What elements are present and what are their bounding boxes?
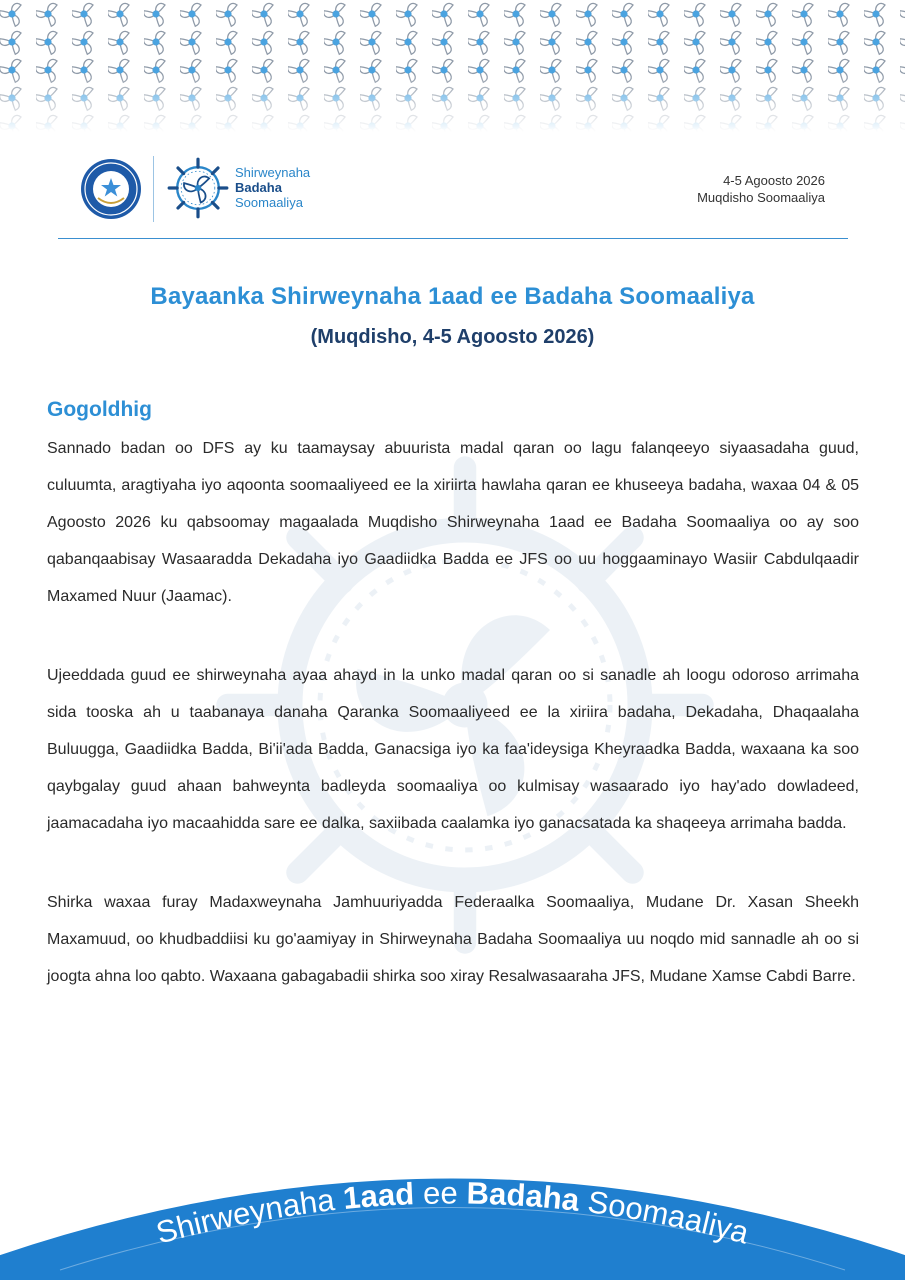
government-seal-icon — [80, 158, 142, 220]
ship-wheel-propeller-icon — [166, 156, 230, 220]
event-place: Muqdisho Soomaaliya — [697, 190, 825, 205]
event-info — [697, 172, 825, 206]
banner-word-2: 1aad — [341, 1176, 415, 1216]
propeller-pattern-icon — [0, 0, 905, 132]
paragraph-3: Shirka waxaa furay Madaxweynaha Jamhuuriyadda Federaalka Soomaaliya, Mudane Dr. Xasan Sheekh Maxamuud, oo khudbaddiisi ku go'aamiyay in Shirweynaha Badaha Soomaaliya uu noqdo mid sannadle ah oo si joogta ahna loo qabto. Waxaana gabagabadii shirka soo xiray Resalwasaaraha JFS, Mudane Xamse Cabdi Barre. — [47, 894, 859, 985]
document-title: Bayaanka Shirweynaha 1aad ee Badaha Soomaaliya — [150, 283, 755, 310]
brand-line-2: Badaha — [235, 180, 282, 195]
document-subtitle: (Muqdisho, 4-5 Agoosto 2026) — [310, 326, 595, 348]
banner-word-4: Badaha — [466, 1175, 582, 1218]
paragraph-2: Ujeeddada guud ee shirweynaha ayaa ahayd in la unko madal qaran oo si sanadle ah loogu odoroso arrimaha sida tooska ah u taabanaya danaha Qaranka Soomaaliyeed ee la xiriira badaha, Dekadaha, Dhaqaalaha Buluugga, Gaadiidka Badda, Bi'ii'ada Badda, Ganacsiga iyo ka faa'ideysiga Kheyraadka Badda, waxaana ka soo qaybgalay guud ahaan bahweynta badleyda soomaaliya oo kulmisay wasaarado iyo hay'ado dowladeed, jaamacadaha iyo macaahidda sare ee dalka, saxiibada caalamka iyo ganacsatada ka shaqeeya arrimaha badda. — [47, 667, 859, 832]
footer-banner — [0, 1150, 905, 1280]
event-dates: 4-5 Agoosto 2026 — [723, 173, 825, 188]
section-heading: Gogoldhig — [47, 398, 152, 421]
brand-line-3: Soomaaliya — [235, 195, 303, 210]
banner-word-3: ee — [413, 1175, 467, 1212]
brand-line-1: Shirweynaha — [235, 165, 311, 180]
header-divider — [153, 156, 154, 222]
header-rule — [58, 238, 848, 239]
paragraph-1: Sannado badan oo DFS ay ku taamaysay abuurista madal qaran oo lagu falanqeeyo siyaasadaha guud, culuumta, aragtiyaha iyo aqoonta soomaaliyeed ee la xiriirta hawlaha qaran ee khuseeya badaha, waxaa 04 & 05 Agoosto 2026 ku qabsoomay magaalada Muqdisho Shirweynaha 1aad ee Badaha Soomaaliya oo ay soo qabanqaabisay Wasaaradda Dekadaha iyo Gaadiidka Badda ee JFS oo uu hoggaaminayo Wasiir Cabdulqaadir Maxamed Nuur (Jaamac). — [47, 440, 859, 605]
banner-word-5: Soomaaliya — [577, 1183, 753, 1251]
document-body — [47, 430, 859, 1037]
banner-word-1: Shirweynaha — [152, 1181, 345, 1251]
document-header — [0, 150, 905, 245]
conference-brand — [235, 165, 310, 210]
